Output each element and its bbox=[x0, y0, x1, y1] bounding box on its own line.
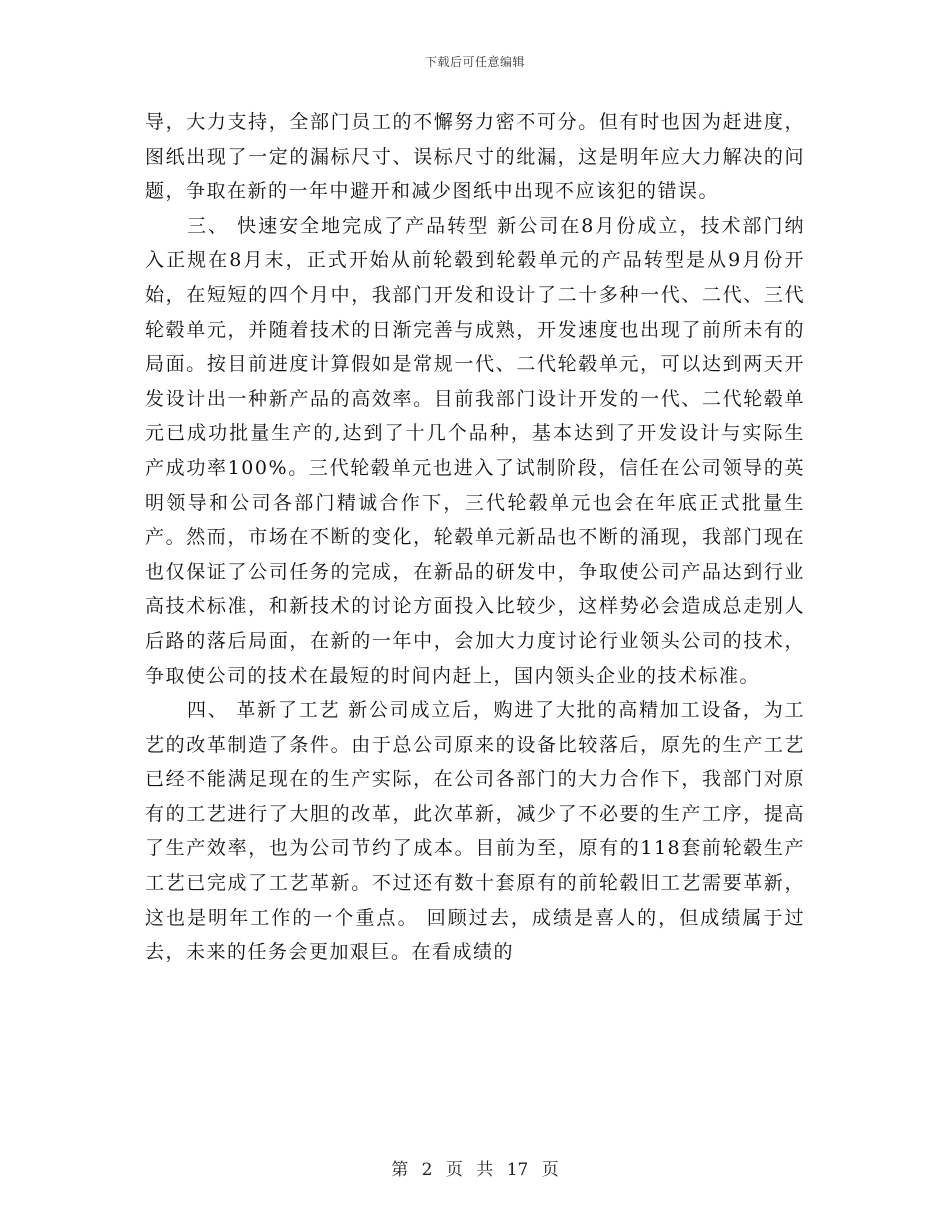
paragraph-section-four: 四、 革新了工艺 新公司成立后，购进了大批的高精加工设备，为工艺的改革制造了条件。由于总公司原来的设备比较落后，原先的生产工艺已经不能满足现在的生产实际，在公司各部门的大力合作下，我部门对原有的工艺进行了大胆的改革，此次革新，减少了不必要的生产工序，提高了生产效率，也为公司节约了成本。目前为至，原有的118套前轮毂生产工艺已完成了工艺革新。不过还有数十套原有的前轮毂旧工艺需要革新，这也是明年工作的一个重点。 回顾过去，成绩是喜人的，但成绩属于过去，未来的任务会更加艰巨。在看成绩的 bbox=[145, 699, 805, 964]
footer-total-pages: 17 bbox=[506, 1160, 529, 1180]
footer-total-word: 共 bbox=[476, 1160, 494, 1180]
footer-prefix: 第 bbox=[391, 1160, 409, 1180]
paragraph-continuation: 导，大力支持，全部门员工的不懈努力密不可分。但有时也因为赶进度，图纸出现了一定的漏标尺寸、误标尺寸的纰漏，这是明年应大力解决的问题，争取在新的一年中避开和减少图纸中出现不应该犯的错误。 bbox=[145, 111, 805, 203]
footer-suffix: 页 bbox=[541, 1160, 559, 1180]
document-body bbox=[145, 105, 805, 970]
footer-page-word: 页 bbox=[445, 1160, 463, 1180]
footer-current-page: 2 bbox=[421, 1160, 433, 1180]
paragraph-section-three: 三、 快速安全地完成了产品转型 新公司在8月份成立，技术部门纳入正规在8月末，正式开始从前轮毂到轮毂单元的产品转型是从9月份开始，在短短的四个月中，我部门开发和设计了二十多种一代、二代、三代轮毂单元，并随着技术的日渐完善与成熟，开发速度也出现了前所未有的局面。按目前进度计算假如是常规一代、二代轮毂单元，可以达到两天开发设计出一种新产品的高效率。目前我部门设计开发的一代、二代轮毂单元已成功批量生产的,达到了十几个品种，基本达到了开发设计与实际生产成功率100%。三代轮毂单元也进入了试制阶段，信任在公司领导的英明领导和公司各部门精诚合作下，三代轮毂单元也会在年底正式批量生产。然而，市场在不断的变化，轮毂单元新品也不断的涌现，我部门现在也仅保证了公司任务的完成，在新品的研发中，争取使公司产品达到行业高技术标准，和新技术的讨论方面投入比较少，这样势必会造成总走别人后路的落后局面，在新的一年中，会加大力度讨论行业领头公司的技术，争取使公司的技术在最短的时间内赶上，国内领头企业的技术标准。 bbox=[145, 214, 805, 687]
page-footer bbox=[0, 1155, 950, 1180]
page-header: 下载后可任意编辑 bbox=[424, 55, 525, 69]
